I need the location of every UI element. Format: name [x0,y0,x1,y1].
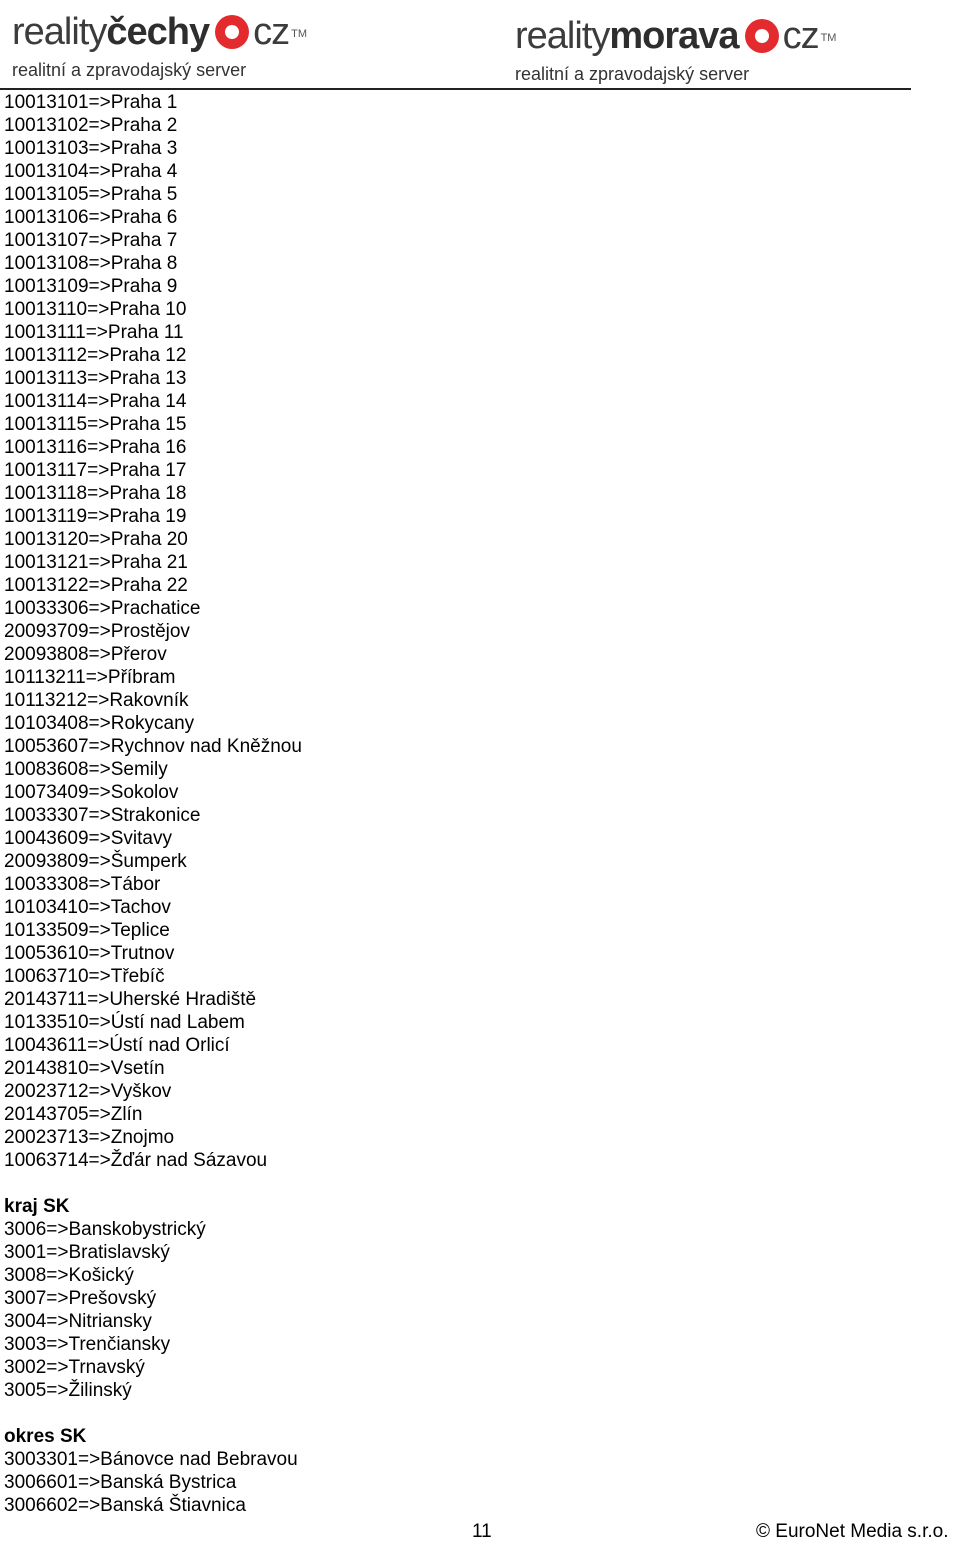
header-divider [0,88,911,90]
list-item: 20093809=>Šumperk [4,851,187,872]
list-item: 10053607=>Rychnov nad Kněžnou [4,736,302,757]
list-item: 10013121=>Praha 21 [4,552,188,573]
list-item: 10013119=>Praha 19 [4,506,187,527]
logo-prefix: reality [12,11,107,53]
list-item: 10013101=>Praha 1 [4,92,178,113]
list-item: 20143705=>Zlín [4,1104,143,1125]
list-item: 10113212=>Rakovník [4,690,189,711]
list-item: 3005=>Žilinský [4,1380,132,1401]
page-number: 11 [472,1521,492,1542]
list-item: 10133509=>Teplice [4,920,170,941]
kraj-sk-list [4,1218,904,1402]
list-item: 3001=>Bratislavský [4,1242,170,1263]
list-item: 10013109=>Praha 9 [4,276,178,297]
list-item: 10073409=>Sokolov [4,782,179,803]
list-item: 20093709=>Prostějov [4,621,190,642]
okres-cz-list [4,91,904,1172]
list-item: 10013115=>Praha 15 [4,414,187,435]
list-item: 10013102=>Praha 2 [4,115,178,136]
list-item: 10013111=>Praha 11 [4,322,184,343]
list-item: 20023712=>Vyškov [4,1081,172,1102]
realitycechy-logo [12,8,307,80]
list-item: 3007=>Prešovský [4,1288,157,1309]
logo-suffix: cz [782,15,819,57]
list-item: 10013104=>Praha 4 [4,161,178,182]
list-item: 10063714=>Žďár nad Sázavou [4,1150,268,1171]
logo-circle-icon [215,15,249,49]
list-item: 3006=>Banskobystrický [4,1219,206,1240]
logo-trademark: TM [820,32,837,44]
page-header [0,0,960,92]
logo-trademark: TM [291,28,308,40]
logo-tagline: realitní a zpravodajský server [12,60,247,80]
copyright-notice: © EuroNet Media s.r.o. [756,1521,949,1542]
list-item: 10013105=>Praha 5 [4,184,178,205]
logo-brand: čechy [106,11,210,53]
list-item: 10013116=>Praha 16 [4,437,187,458]
list-item: 10103410=>Tachov [4,897,171,918]
list-item: 10063710=>Třebíč [4,966,165,987]
list-item: 10013106=>Praha 6 [4,207,178,228]
list-item: 10113211=>Příbram [4,667,176,688]
list-item: 3003301=>Bánovce nad Bebravou [4,1449,298,1470]
list-item: 10043609=>Svitavy [4,828,172,849]
list-item: 10033306=>Prachatice [4,598,201,619]
section-spacer [4,1402,904,1425]
list-item: 10013122=>Praha 22 [4,575,188,596]
list-item: 3004=>Nitriansky [4,1311,152,1332]
list-item: 10013117=>Praha 17 [4,460,187,481]
section-title-kraj-sk: kraj SK [4,1196,70,1217]
logo-brand: morava [609,15,739,57]
list-item: 10033308=>Tábor [4,874,161,895]
list-item: 10013118=>Praha 18 [4,483,187,504]
list-item: 10013110=>Praha 10 [4,299,187,320]
list-item: 10013114=>Praha 14 [4,391,187,412]
list-item: 10013108=>Praha 8 [4,253,178,274]
logo-circle-icon [745,19,779,53]
list-item: 20143810=>Vsetín [4,1058,165,1079]
list-item: 3003=>Trenčiansky [4,1334,171,1355]
logo-prefix: reality [515,15,610,57]
list-item: 10133510=>Ústí nad Labem [4,1012,245,1033]
list-item: 10033307=>Strakonice [4,805,201,826]
logo-suffix: cz [253,11,290,53]
document-body [4,91,904,1517]
list-item: 3006601=>Banská Bystrica [4,1472,237,1493]
list-item: 20023713=>Znojmo [4,1127,175,1148]
list-item: 10053610=>Trutnov [4,943,175,964]
list-item: 3008=>Košický [4,1265,134,1286]
okres-sk-list [4,1448,904,1517]
list-item: 10043611=>Ústí nad Orlicí [4,1035,230,1056]
realitymorava-logo [515,12,836,84]
list-item: 20143711=>Uherské Hradiště [4,989,257,1010]
logo-tagline: realitní a zpravodajský server [515,64,750,84]
list-item: 3006602=>Banská Štiavnica [4,1495,246,1516]
list-item: 10013107=>Praha 7 [4,230,178,251]
list-item: 20093808=>Přerov [4,644,167,665]
list-item: 10103408=>Rokycany [4,713,195,734]
list-item: 10083608=>Semily [4,759,168,780]
list-item: 3002=>Trnavský [4,1357,145,1378]
section-title-okres-sk: okres SK [4,1426,87,1447]
list-item: 10013112=>Praha 12 [4,345,187,366]
list-item: 10013113=>Praha 13 [4,368,187,389]
list-item: 10013120=>Praha 20 [4,529,188,550]
list-item: 10013103=>Praha 3 [4,138,178,159]
section-spacer [4,1172,904,1195]
